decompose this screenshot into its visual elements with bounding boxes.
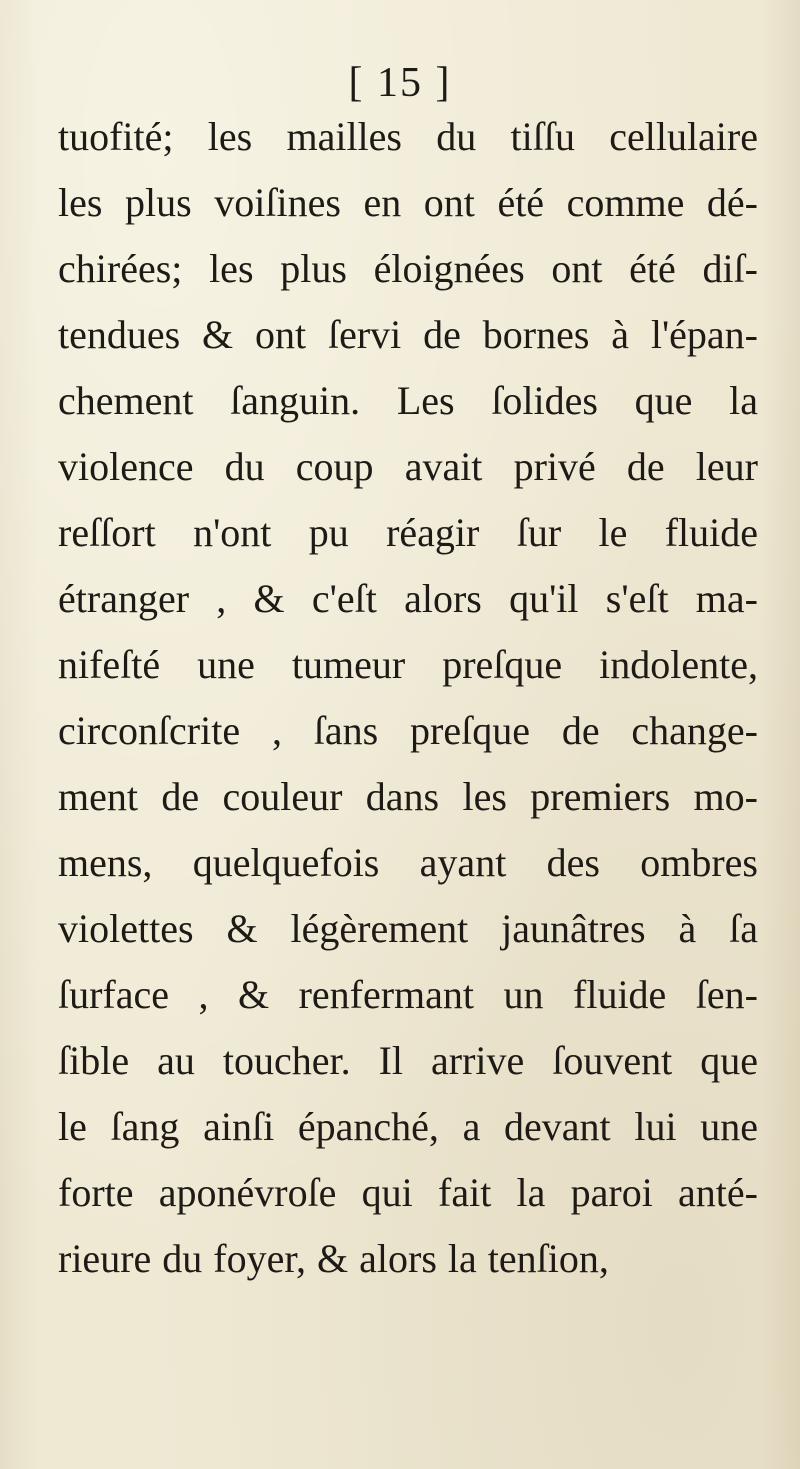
text-line-10: circonſcrite , ſans preſque de change-	[58, 708, 758, 753]
text-line-14: ſurface , & renfermant un fluide ſen-	[58, 972, 758, 1017]
text-line-15: ſible au toucher. Il arrive ſouvent que	[58, 1038, 758, 1083]
text-line-11: ment de couleur dans les premiers mo-	[58, 774, 758, 819]
body-text	[58, 104, 758, 1292]
text-line-18: rieure du foyer, & alors la tenſion,	[58, 1236, 609, 1281]
text-line-4: tendues & ont ſervi de bornes à l'épan-	[58, 312, 758, 357]
text-line-17: forte aponévroſe qui fait la paroi anté-	[58, 1170, 758, 1215]
text-line-5: chement ſanguin. Les ſolides que la	[58, 378, 758, 423]
text-line-13: violettes & légèrement jaunâtres à ſa	[58, 906, 758, 951]
text-line-9: nifeſté une tumeur preſque indolente,	[58, 642, 758, 687]
text-line-1: tuofité; les mailles du tiſſu cellulaire	[58, 114, 758, 159]
text-line-6: violence du coup avait privé de leur	[58, 444, 758, 489]
text-line-3: chirées; les plus éloignées ont été diſ-	[58, 246, 758, 291]
text-line-7: reſſort n'ont pu réagir ſur le fluide	[58, 510, 758, 555]
text-line-16: le ſang ainſi épanché, a devant lui une	[58, 1104, 758, 1149]
text-line-12: mens, quelquefois ayant des ombres	[58, 840, 758, 885]
text-line-2: les plus voiſines en ont été comme dé-	[58, 180, 758, 225]
page-number: [ 15 ]	[348, 60, 452, 106]
text-line-8: étranger , & c'eſt alors qu'il s'eſt ma-	[58, 576, 758, 621]
